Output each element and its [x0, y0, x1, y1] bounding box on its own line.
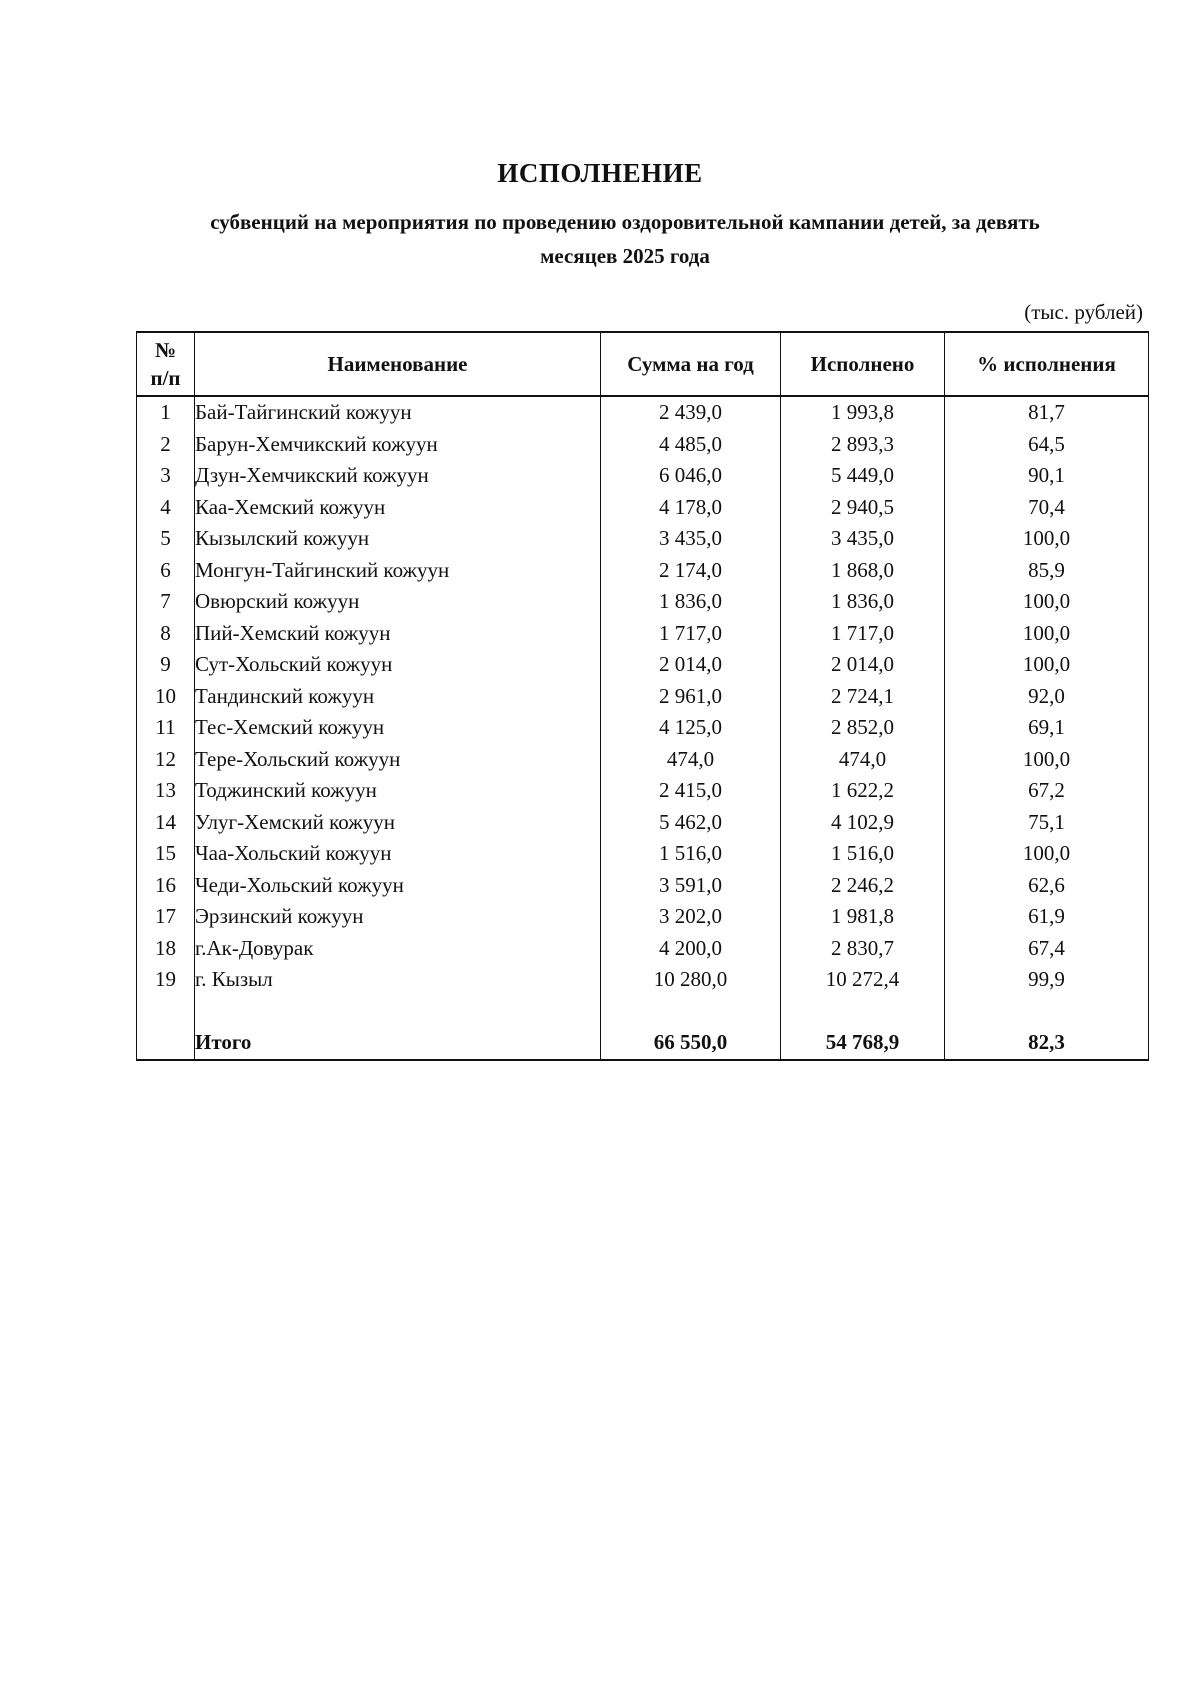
table-total-row: [137, 1027, 1149, 1060]
row-done: 2 893,3: [781, 429, 945, 461]
document-title: ИСПОЛНЕНИЕ: [497, 158, 703, 188]
total-name: Итого: [195, 1027, 601, 1060]
row-done: 1 981,8: [781, 901, 945, 933]
row-done: 1 836,0: [781, 586, 945, 618]
row-num: 15: [137, 838, 195, 870]
row-name: Тере-Хольский кожуун: [195, 744, 601, 776]
header-annual: Сумма на год: [601, 332, 781, 396]
total-percent: 82,3: [945, 1027, 1149, 1060]
row-name: Чеди-Хольский кожуун: [195, 870, 601, 902]
row-annual: 1 836,0: [601, 586, 781, 618]
subtitle-line-2: месяцев 2025 года: [540, 244, 710, 268]
row-name: Монгун-Тайгинский кожуун: [195, 555, 601, 587]
header-num-line-1: №: [154, 338, 177, 362]
row-done: 4 102,9: [781, 807, 945, 839]
row-annual: 6 046,0: [601, 460, 781, 492]
row-annual: 1 717,0: [601, 618, 781, 650]
row-percent: 100,0: [945, 838, 1149, 870]
row-name: Улуг-Хемский кожуун: [195, 807, 601, 839]
row-done: 3 435,0: [781, 523, 945, 555]
row-percent: 85,9: [945, 555, 1149, 587]
row-name: Дзун-Хемчикский кожуун: [195, 460, 601, 492]
table-body: [137, 396, 1149, 1060]
row-annual: 2 439,0: [601, 396, 781, 429]
row-name: Эрзинский кожуун: [195, 901, 601, 933]
table-spacer-row: [137, 996, 1149, 1028]
table-row: [137, 775, 1149, 807]
row-num: 6: [137, 555, 195, 587]
row-percent: 100,0: [945, 618, 1149, 650]
row-num: 8: [137, 618, 195, 650]
row-name: Каа-Хемский кожуун: [195, 492, 601, 524]
row-done: 2 852,0: [781, 712, 945, 744]
row-name: Барун-Хемчикский кожуун: [195, 429, 601, 461]
row-percent: 92,0: [945, 681, 1149, 713]
total-num: [137, 1027, 195, 1060]
row-annual: 1 516,0: [601, 838, 781, 870]
row-annual: 3 202,0: [601, 901, 781, 933]
row-percent: 67,2: [945, 775, 1149, 807]
row-done: 2 940,5: [781, 492, 945, 524]
table-row: [137, 523, 1149, 555]
units-label: (тыс. рублей): [1024, 300, 1143, 324]
row-name: Чаа-Хольский кожуун: [195, 838, 601, 870]
row-annual: 2 014,0: [601, 649, 781, 681]
row-done: 1 993,8: [781, 396, 945, 429]
table-header: [137, 332, 1149, 396]
row-num: 17: [137, 901, 195, 933]
subtitle-line-1: субвенций на мероприятия по проведению оздоровительной кампании детей, за девять: [210, 210, 1040, 234]
row-done: 1 622,2: [781, 775, 945, 807]
header-num: [137, 332, 195, 396]
row-num: 18: [137, 933, 195, 965]
row-percent: 75,1: [945, 807, 1149, 839]
row-num: 4: [137, 492, 195, 524]
row-num: 9: [137, 649, 195, 681]
row-name: г. Кызыл: [195, 964, 601, 996]
row-annual: 5 462,0: [601, 807, 781, 839]
table-row: [137, 807, 1149, 839]
table-row: [137, 492, 1149, 524]
row-annual: 2 174,0: [601, 555, 781, 587]
row-percent: 100,0: [945, 523, 1149, 555]
row-num: 1: [137, 396, 195, 429]
total-annual: 66 550,0: [601, 1027, 781, 1060]
row-done: 1 717,0: [781, 618, 945, 650]
table-row: [137, 396, 1149, 429]
row-num: 5: [137, 523, 195, 555]
row-annual: 4 178,0: [601, 492, 781, 524]
header-num-line-2: п/п: [150, 366, 181, 390]
table-row: [137, 649, 1149, 681]
row-name: г.Ак-Довурак: [195, 933, 601, 965]
row-num: 10: [137, 681, 195, 713]
row-num: 11: [137, 712, 195, 744]
row-percent: 99,9: [945, 964, 1149, 996]
header-done: Исполнено: [781, 332, 945, 396]
row-num: 19: [137, 964, 195, 996]
table-row: [137, 901, 1149, 933]
row-annual: 2 961,0: [601, 681, 781, 713]
row-annual: 3 435,0: [601, 523, 781, 555]
row-done: 10 272,4: [781, 964, 945, 996]
row-percent: 64,5: [945, 429, 1149, 461]
row-annual: 474,0: [601, 744, 781, 776]
row-done: 5 449,0: [781, 460, 945, 492]
row-done: 2 246,2: [781, 870, 945, 902]
row-percent: 100,0: [945, 586, 1149, 618]
table-row: [137, 681, 1149, 713]
header-percent: % исполнения: [945, 332, 1149, 396]
table-row: [137, 618, 1149, 650]
table-row: [137, 586, 1149, 618]
row-percent: 62,6: [945, 870, 1149, 902]
row-num: 14: [137, 807, 195, 839]
row-done: 2 830,7: [781, 933, 945, 965]
table-row: [137, 870, 1149, 902]
table-row: [137, 460, 1149, 492]
total-done: 54 768,9: [781, 1027, 945, 1060]
row-num: 2: [137, 429, 195, 461]
row-name: Кызылский кожуун: [195, 523, 601, 555]
row-name: Бай-Тайгинский кожуун: [195, 396, 601, 429]
row-num: 3: [137, 460, 195, 492]
table-row: [137, 933, 1149, 965]
row-percent: 61,9: [945, 901, 1149, 933]
row-name: Тандинский кожуун: [195, 681, 601, 713]
row-annual: 4 125,0: [601, 712, 781, 744]
row-annual: 3 591,0: [601, 870, 781, 902]
row-num: 13: [137, 775, 195, 807]
table-row: [137, 712, 1149, 744]
row-percent: 81,7: [945, 396, 1149, 429]
row-percent: 90,1: [945, 460, 1149, 492]
row-done: 2 014,0: [781, 649, 945, 681]
row-done: 2 724,1: [781, 681, 945, 713]
table-row: [137, 744, 1149, 776]
row-percent: 70,4: [945, 492, 1149, 524]
row-num: 7: [137, 586, 195, 618]
row-done: 1 516,0: [781, 838, 945, 870]
header-name: Наименование: [195, 332, 601, 396]
row-percent: 100,0: [945, 649, 1149, 681]
row-annual: 2 415,0: [601, 775, 781, 807]
row-done: 474,0: [781, 744, 945, 776]
table-row: [137, 429, 1149, 461]
row-annual: 4 200,0: [601, 933, 781, 965]
table-row: [137, 838, 1149, 870]
row-name: Сут-Хольский кожуун: [195, 649, 601, 681]
row-annual: 10 280,0: [601, 964, 781, 996]
document-subtitle: [130, 205, 1120, 273]
row-done: 1 868,0: [781, 555, 945, 587]
table-row: [137, 964, 1149, 996]
row-name: Овюрский кожуун: [195, 586, 601, 618]
row-name: Пий-Хемский кожуун: [195, 618, 601, 650]
row-name: Тоджинский кожуун: [195, 775, 601, 807]
execution-table: [136, 331, 1149, 1061]
table-row: [137, 555, 1149, 587]
row-annual: 4 485,0: [601, 429, 781, 461]
row-percent: 67,4: [945, 933, 1149, 965]
row-num: 12: [137, 744, 195, 776]
row-percent: 100,0: [945, 744, 1149, 776]
row-percent: 69,1: [945, 712, 1149, 744]
row-name: Тес-Хемский кожуун: [195, 712, 601, 744]
row-num: 16: [137, 870, 195, 902]
